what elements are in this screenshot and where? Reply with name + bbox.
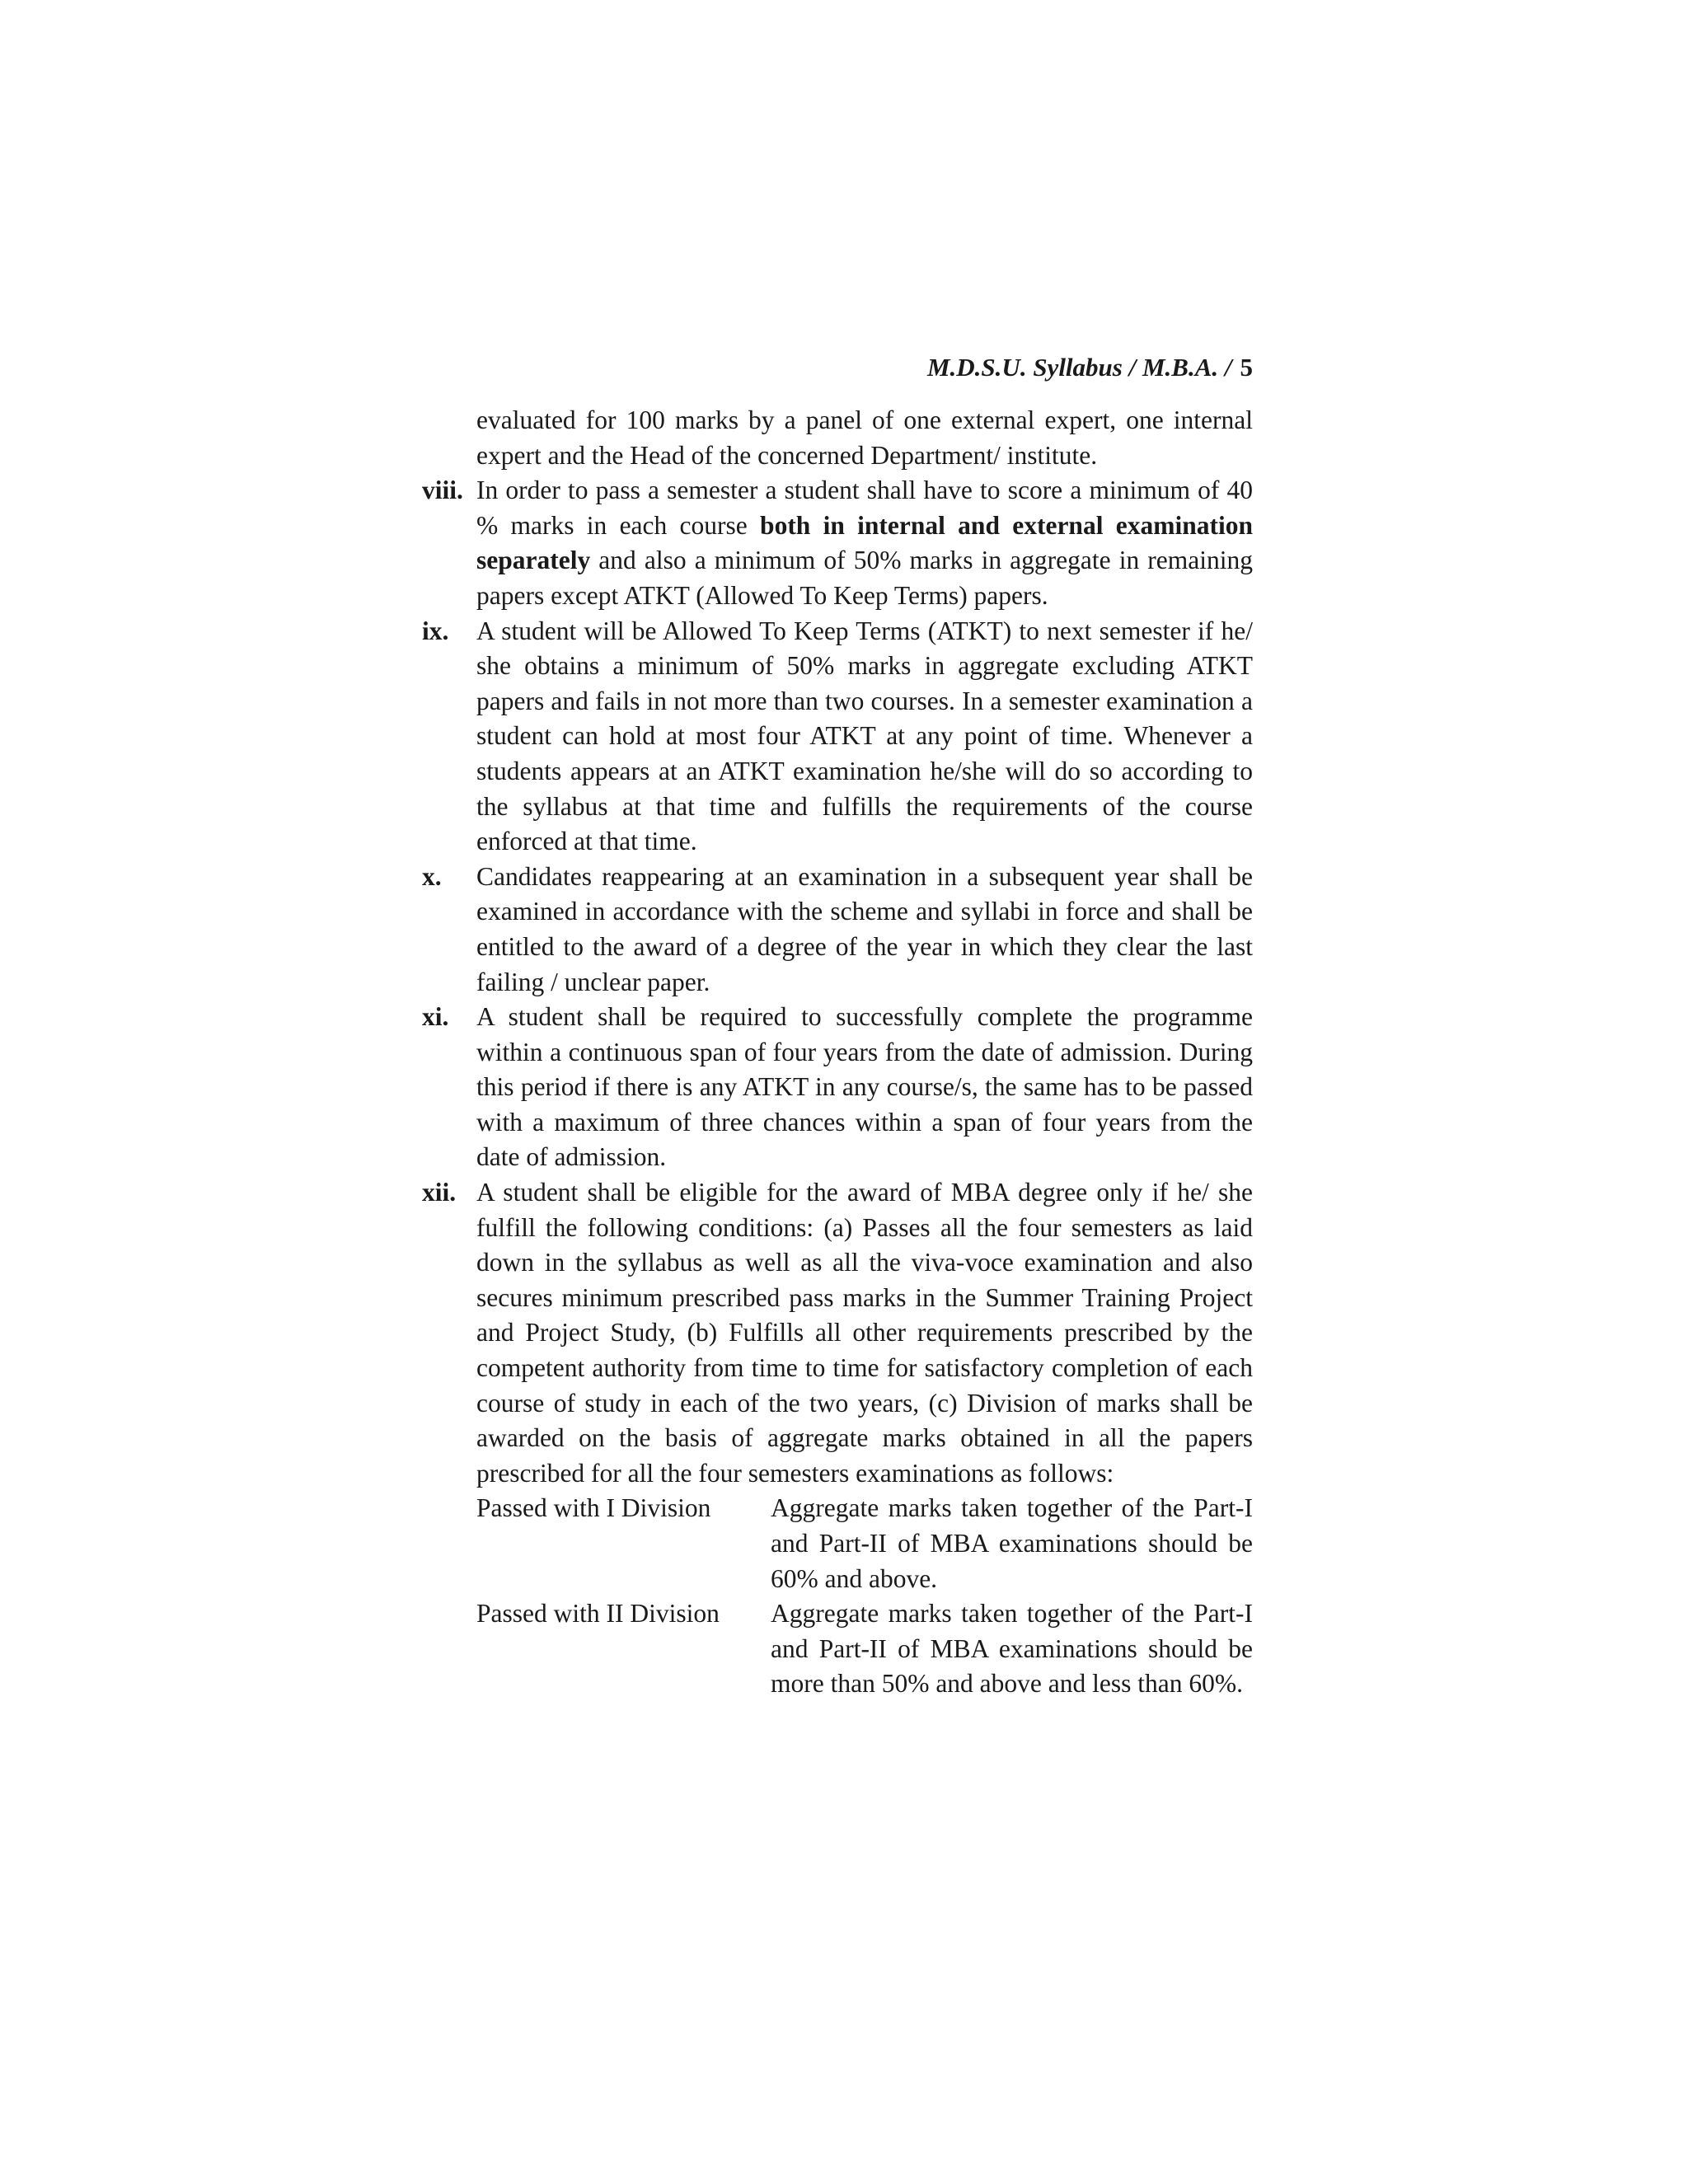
- document-body: [422, 403, 1253, 1702]
- list-item-x: [422, 860, 1253, 1000]
- item-number: xii.: [422, 1178, 457, 1207]
- list-item-xi: [422, 1000, 1253, 1175]
- list-item-viii: [422, 473, 1253, 613]
- item-text: Candidates reappearing at an examination in a subsequent year shall be examined in accordance with the scheme and syllabi in force and shall be entitled to the award of a degree of the year in which they clear the last failing / unclear paper.: [476, 861, 1253, 996]
- item-number: ix.: [422, 616, 449, 645]
- division-row: [476, 1596, 1253, 1702]
- list-item-ix: [422, 614, 1253, 860]
- item-number: viii.: [422, 476, 463, 505]
- division-description: Aggregate marks taken together of the Part-I and Part-II of MBA examinations should be 60% and above.: [771, 1493, 1253, 1593]
- running-head-title: M.D.S.U. Syllabus / M.B.A. /: [926, 353, 1232, 382]
- list-item-xii: [422, 1175, 1253, 1491]
- running-head: [422, 350, 1253, 385]
- item-text: A student shall be required to successfully complete the programme within a continuous span of four years from the date of admission. During this period if there is any ATKT in any course/s, the same has to be passed with a maximum of three chances within a span of four years from the date of admission.: [476, 1002, 1253, 1172]
- division-row: [476, 1491, 1253, 1596]
- item-text: A student will be Allowed To Keep Terms (ATKT) to next semester if he/ she obtains a minimum of 50% marks in aggregate excluding ATKT papers and fails in not more than two courses. In a semester examination a student can hold at most four ATKT at any point of time. Whenever a students appears at an ATKT examination he/she will do so according to the syllabus at that time and fulfills the requirements of the course enforced at that time.: [476, 616, 1253, 856]
- page-number: 5: [1240, 353, 1253, 382]
- division-table: [476, 1491, 1253, 1702]
- item-text-bold: both in internal and external examination separately: [476, 510, 1253, 575]
- division-label: Passed with II Division: [476, 1599, 720, 1629]
- continuation-text: evaluated for 100 marks by a panel of one external expert, one internal expert and the Head of the concerned Department/ institute.: [476, 405, 1253, 470]
- item-text-after: and also a minimum of 50% marks in aggregate in remaining papers except ATKT (Allowed To Keep Terms) papers.: [476, 546, 1253, 610]
- item-text-before: In order to pass a semester a student shall have to score a minimum of 40 % marks in each course: [476, 476, 1253, 540]
- continuation-paragraph: [422, 403, 1253, 473]
- item-number: xi.: [422, 1002, 449, 1032]
- division-description: Aggregate marks taken together of the Part-I and Part-II of MBA examinations should be more than 50% and above and less than 60%.: [771, 1599, 1253, 1699]
- division-label: Passed with I Division: [476, 1493, 711, 1523]
- document-page: [422, 350, 1253, 1702]
- item-number: x.: [422, 861, 442, 891]
- item-text: [476, 473, 1253, 613]
- item-text: A student shall be eligible for the award of MBA degree only if he/ she fulfill the following conditions: (a) Passes all the four semesters as laid down in the syllabus as well as all the viva-voce examination and also secures minimum prescribed pass marks in the Summer Training Project and Project Study, (b) Fulfills all other requirements prescribed by the competent authority from time to time for satisfactory completion of each course of study in each of the two years, (c) Division of marks shall be awarded on the basis of aggregate marks obtained in all the papers prescribed for all the four semesters examinations as follows:: [476, 1178, 1253, 1488]
